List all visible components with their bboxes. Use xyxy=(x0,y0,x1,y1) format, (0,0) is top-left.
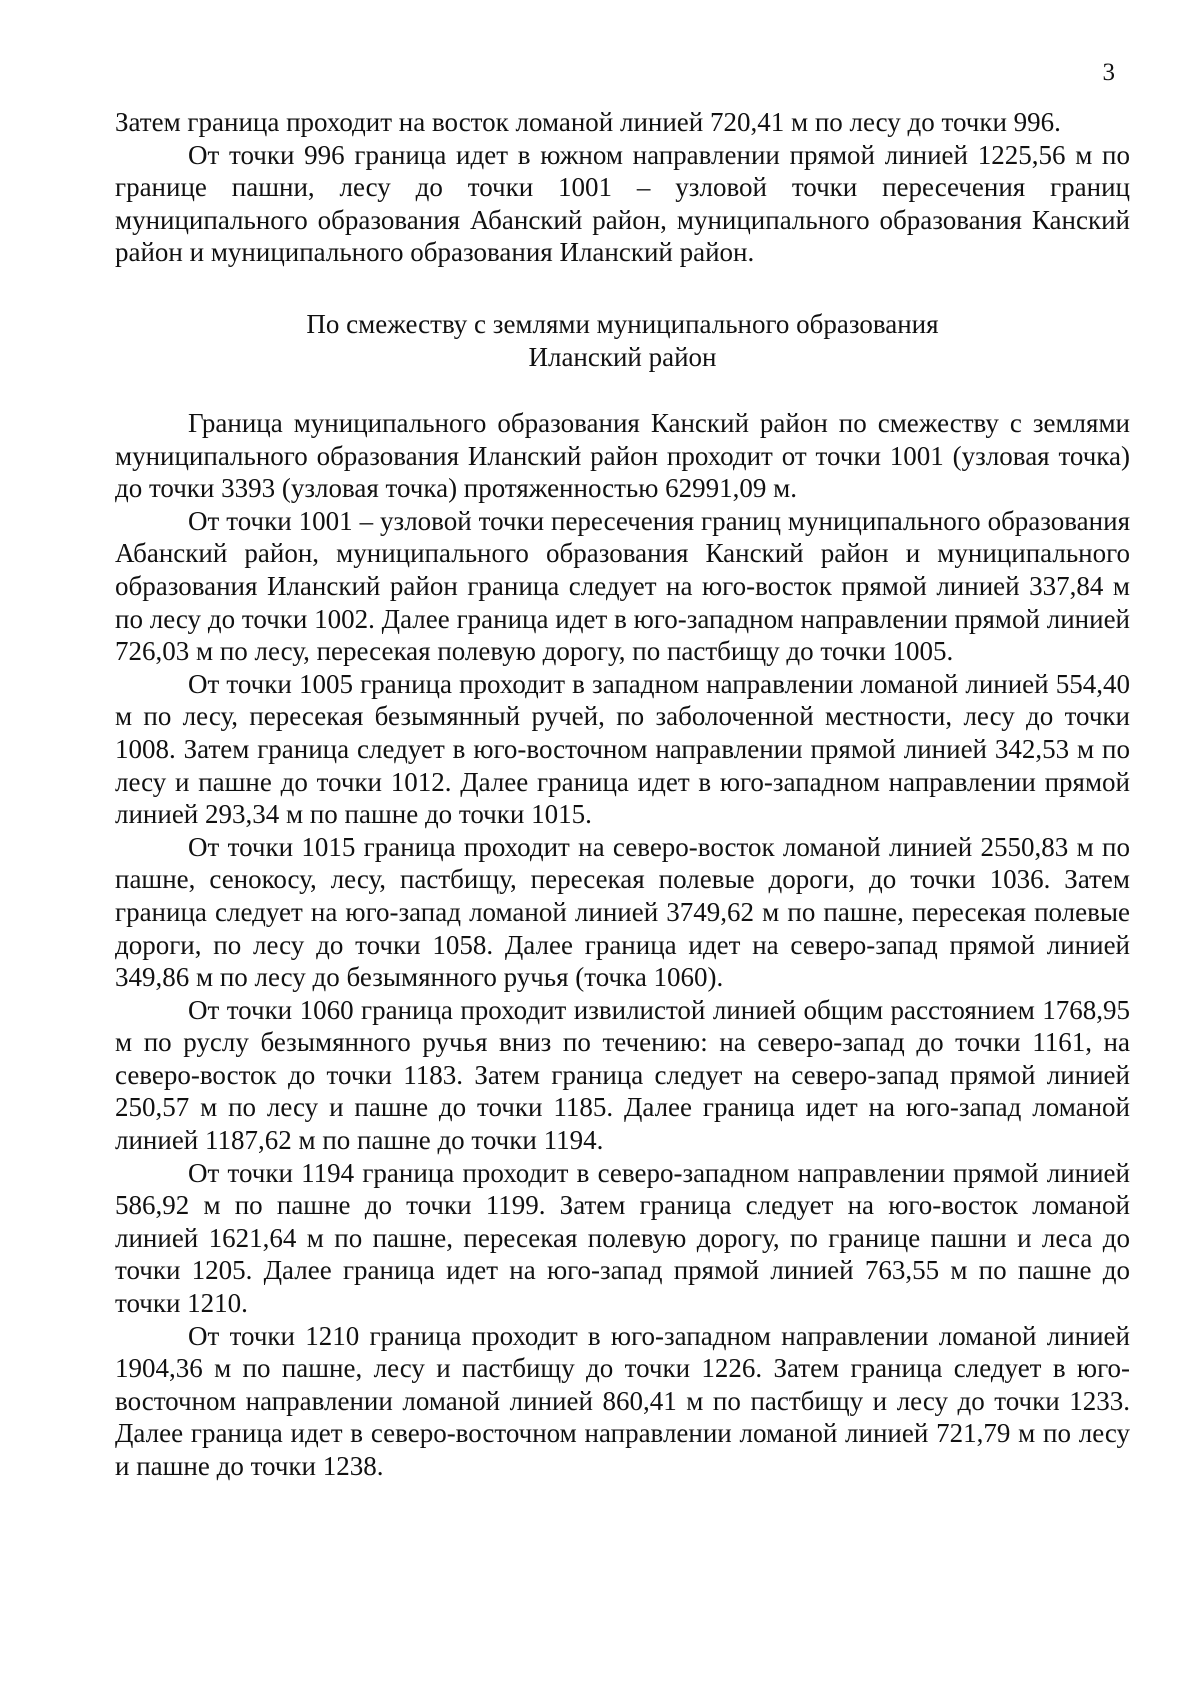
section-heading-line: По смежеству с землями муниципального образования xyxy=(306,309,939,339)
paragraph: Граница муниципального образования Канский район по смежеству с землями муниципального образования Иланский район проходит от точки 1001 (узловая точка) до точки 3393 (узловая точка) протяженностью 62991,09 м. xyxy=(115,408,1130,504)
paragraph: От точки 1001 – узловой точки пересечения границ муниципального образования Абанский район, муниципального образования Канский район и муниципального образования Иланский район граница следует на юго-восток прямой линией 337,84 м по лесу до точки 1002. Далее граница идет в юго-западном направлении прямой линией 726,03 м по лесу, пересекая полевую дорогу, по пастбищу до точки 1005. xyxy=(115,505,1130,667)
paragraph: Затем граница проходит на восток ломаной линией 720,41 м по лесу до точки 996. xyxy=(115,107,1061,137)
paragraph: От точки 1060 граница проходит извилистой линией общим расстоянием 1768,95 м по руслу безымянного ручья вниз по течению: на северо-запад до точки 1161, на северо-восток до точки 1183. Затем граница следует на северо-запад прямой линией 250,57 м по лесу и пашне до точки 1185. Далее граница идет на юго-запад ломаной линией 1187,62 м по пашне до точки 1194. xyxy=(115,994,1130,1156)
paragraph: От точки 1194 граница проходит в северо-западном направлении прямой линией 586,92 м по пашне до точки 1199. Затем граница следует на юго-восток ломаной линией 1621,64 м по пашне, пересекая полевую дорогу, по границе пашни и леса до точки 1205. Далее граница идет на юго-запад прямой линией 763,55 м по пашне до точки 1210. xyxy=(115,1157,1130,1319)
section-heading xyxy=(115,308,1130,373)
page-number: 3 xyxy=(1102,59,1115,86)
section-heading-line: Иланский район xyxy=(528,341,717,372)
intro-text xyxy=(115,106,1130,269)
paragraph: От точки 996 граница идет в южном направлении прямой линией 1225,56 м по границе пашни, лесу до точки 1001 – узловой точки пересечения границ муниципального образования Абанский район, муниципального образования Канский район и муниципального образования Иланский район. xyxy=(115,139,1130,268)
section-text xyxy=(115,407,1130,1483)
paragraph: От точки 1005 граница проходит в западном направлении ломаной линией 554,40 м по лесу, пересекая безымянный ручей, по заболоченной местности, лесу до точки 1008. Затем граница следует в юго-восточном направлении прямой линией 342,53 м по лесу и пашне до точки 1012. Далее граница идет в юго-западном направлении прямой линией 293,34 м по пашне до точки 1015. xyxy=(115,668,1130,830)
paragraph: От точки 1210 граница проходит в юго-западном направлении ломаной линией 1904,36 м по пашне, лесу и пастбищу до точки 1226. Затем граница следует в юго-восточном направлении ломаной линией 860,41 м по пастбищу и лесу до точки 1233. Далее граница идет в северо-восточном направлении ломаной линией 721,79 м по лесу и пашне до точки 1238. xyxy=(115,1320,1130,1481)
paragraph: От точки 1015 граница проходит на северо-восток ломаной линией 2550,83 м по пашне, сенокосу, лесу, пастбищу, пересекая полевые дороги, до точки 1036. Затем граница следует на юго-запад ломаной линией 3749,62 м по пашне, пересекая полевые дороги, по лесу до точки 1058. Далее граница идет на северо-запад прямой линией 349,86 м по лесу до безымянного ручья (точка 1060). xyxy=(115,831,1130,993)
